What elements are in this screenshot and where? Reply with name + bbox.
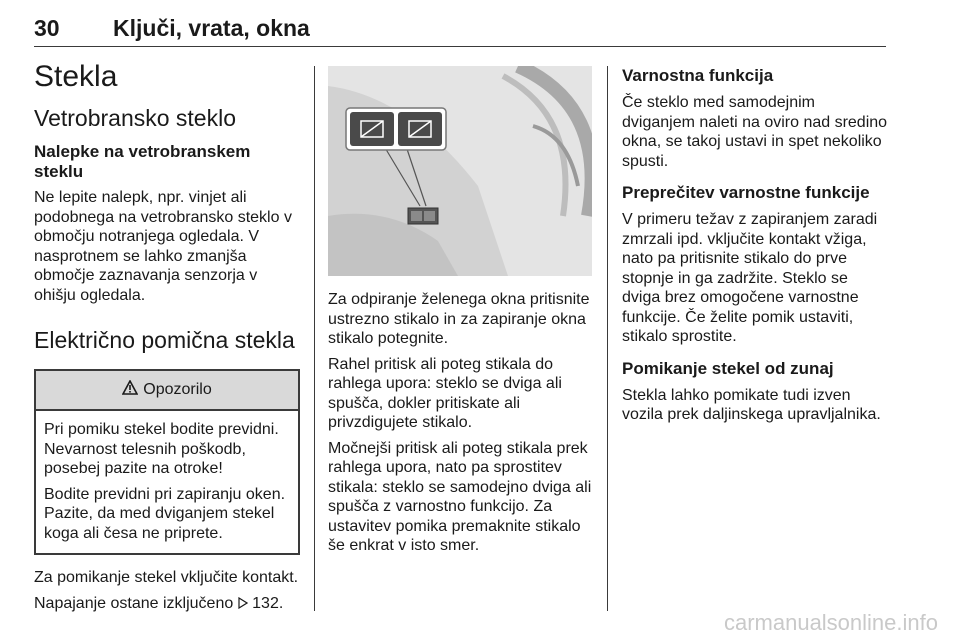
page-reference-arrow-icon[interactable]	[238, 595, 252, 612]
warning-title: Opozorilo	[143, 381, 212, 398]
heading-safety-function: Varnostna funkcija	[622, 66, 774, 85]
subsection-heading-stickers: Nalepke na vetrobranskem steklu	[34, 142, 251, 181]
heading-remote-operation: Pomikanje stekel od zunaj	[622, 358, 834, 378]
paragraph-power-off	[34, 594, 300, 614]
paragraph-ignition: Za pomikanje stekel vključite kontakt.	[34, 569, 299, 586]
warning-box	[34, 369, 300, 555]
heading-override-safety: Preprečitev varnostne funkcije	[622, 183, 870, 202]
paragraph-firm-press: Močnejši pritisk ali poteg stikala prek rahlega upora, nato pa sprostitev stikala: steklo se samodejno dviga ali spušča z varnostno funkcijo. Za ustavitev pomika premaknite stikalo še enkrat v isto smer.	[328, 439, 592, 554]
watermark: carmanualsonline.info	[723, 610, 938, 635]
warning-triangle-icon	[122, 380, 138, 400]
paragraph-light-press: Rahel pritisk ali poteg stikala do rahlega upora: steklo se dviga ali spušča, dokler pritiskate ali privzdigujete stikalo.	[328, 355, 562, 431]
paragraph-safety-function: Če steklo med samodejnim dviganjem naleti na oviro nad sredino okna, se takoj ustavi in spet nekoliko spusti.	[622, 94, 888, 170]
section-heading-power-windows: Električno pomična stekla	[34, 327, 295, 353]
warning-body	[36, 411, 298, 553]
window-switch-illustration	[328, 66, 592, 276]
paragraph-remote-operation: Stekla lahko pomikate tudi izven vozila prek daljinskega upravljalnika.	[622, 386, 881, 423]
page-number: 30	[34, 15, 60, 41]
paragraph-stickers: Ne lepite nalepk, npr. vinjet ali podobnega na vetrobransko steklo v območju notranjega ogledala. V nasprotnem se lahko zmanjša območje zaznavanja senzorja v ohišju ogledala.	[34, 189, 292, 304]
column-divider	[314, 66, 315, 611]
page-header	[34, 6, 886, 47]
column-middle	[328, 66, 593, 556]
column-left	[34, 62, 300, 613]
paragraph-open-close: Za odpiranje želenega okna pritisnite ustrezno stikalo in za zapiranje okna stikalo potegnite.	[328, 291, 590, 347]
section-heading-windscreen: Vetrobransko steklo	[34, 105, 237, 131]
column-divider	[607, 66, 608, 611]
page-title: Stekla	[34, 60, 118, 93]
warning-text: Bodite previdni pri zapiranju oken. Pazite, da med dviganjem stekel koga ali česa ne priprete.	[44, 485, 286, 542]
warning-text: Pri pomiku stekel bodite previdni. Nevarnost telesnih poškodb, posebej pazite na otroke!	[44, 421, 279, 477]
chapter-title: Ključi, vrata, okna	[113, 15, 310, 41]
page-reference[interactable]: 132.	[252, 594, 284, 612]
warning-header	[36, 371, 298, 411]
column-right	[622, 66, 890, 425]
paragraph-power-off-text: Napajanje ostane izključeno	[34, 594, 234, 612]
paragraph-override-safety: V primeru težav z zapiranjem zaradi zmrzali ipd. vključite kontakt vžiga, nato pa pritisnite stikalo do prve stopnje in ga zadržite. Steklo se dviga brez omogočene varnostne funkcije. Če želite pomik ustaviti, stikalo sprostite.	[622, 211, 878, 345]
